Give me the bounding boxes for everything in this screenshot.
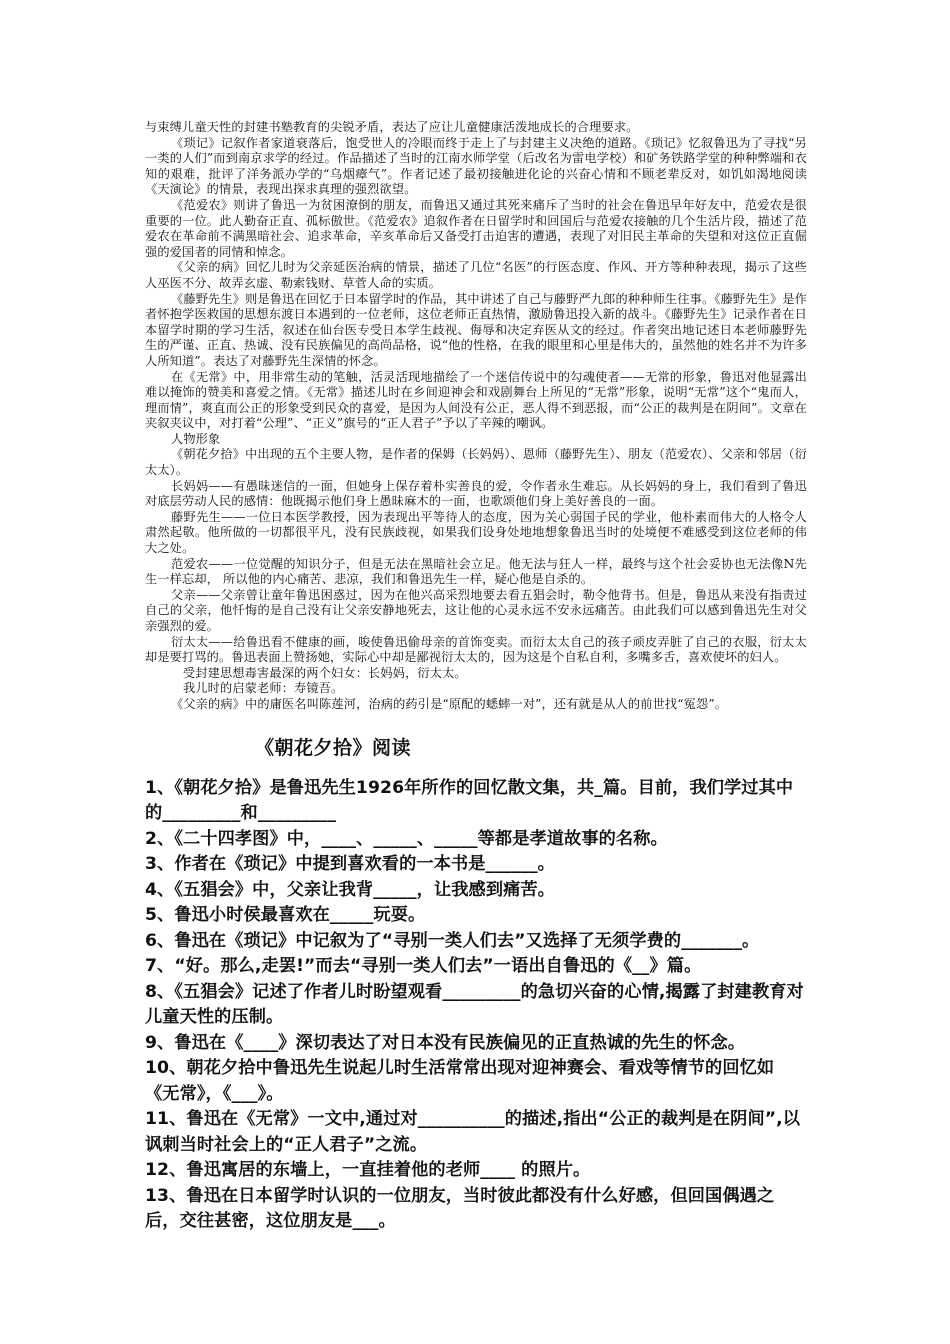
question-item: 3、作者在《琐记》中提到喜欢看的一本书是______。: [145, 854, 555, 875]
question-item: 5、鲁迅小时侯最喜欢在_____玩耍。: [145, 905, 426, 926]
note-two-women: 受封建思想毒害最深的两个妇女：长妈妈，衍太太。: [183, 665, 467, 680]
note-fan-ainong-character: 范爱农——一位觉醒的知识分子，但是无法在黑暗社会立足。他无法与狂人一样，最终与这个社会妥协也无法像N先生一样忘却， 所以他的内心痛苦、悲凉，我们和鲁迅先生一样，疑心他是自杀的。: [145, 556, 807, 587]
question-item: 1、《朝花夕拾》是鲁迅先生1926年所作的回忆散文集，共_篇。目前，我们学过其中的_________和_________: [145, 777, 794, 824]
note-teacher: 我儿时的启蒙老师：寿镜吾。: [183, 681, 344, 696]
document-page: [145, 120, 807, 1235]
question-item: 8、《五猖会》记述了作者儿时盼望观看_________的急切兴奋的心情,揭露了封建教育对儿童天性的压制。: [145, 981, 804, 1028]
note-father-character: 父亲——父亲曾让童年鲁迅困惑过，因为在他兴高采烈地要去看五猖会时，勒令他背书。但是，鲁迅从来没有指责过自己的父亲，他忏悔的是自己没有让父亲安静地死去，这让他的心灵永远不安永远痛苦。由此我们可以感到鲁迅先生对父亲强烈的爱。: [145, 587, 807, 633]
question-item: 10、朝花夕拾中鲁迅先生说起儿时生活常常出现对迎神赛会、看戏等情节的回忆如《无常》，《___》。: [145, 1058, 775, 1104]
question-list: [145, 776, 807, 1235]
question-item: 4、《五猖会》中，父亲让我背_____，让我感到痛苦。: [145, 879, 555, 900]
question-item: 11、鲁迅在《无常》一文中,通过对__________的描述,指出“公正的裁判是在阴间”,以讽刺当时社会上的“正人君子”之流。: [145, 1109, 801, 1155]
note-fujino: 《藤野先生》则是鲁迅在回忆于日本留学时的作品，其中讲述了自己与藤野严九郎的种种师生往事。《藤野先生》是作者怀抱学医救国的思想东渡日本遇到的一位老师，这位老师正直热情，激励鲁迅投入新的战斗。《藤野先生》记录作者在日本留学时期的学习生活，叙述在仙台医专受日本学生歧视、侮辱和决定弃医从文的经过。作者突出地记述日本老师藤野先生的严谨、正直、热诚、没有民族偏见的高尚品格，说“他的性格，在我的眼里和心里是伟大的，虽然他的姓名并不为许多人所知道”。表达了对藤野先生深情的怀念。: [145, 291, 807, 368]
study-notes: [145, 120, 807, 713]
question-item: 6、鲁迅在《琐记》中记叙为了“寻别一类人们去”又选择了无须学费的_______。: [145, 930, 760, 951]
section-heading-characters: 人物形象: [171, 431, 221, 446]
question-item: 2、《二十四孝图》中，____、_____、_____等都是孝道故事的名称。: [145, 828, 668, 849]
question-item: 7、“好。那么,走罢!”而去“寻别一类人们去”一语出自鲁迅的《__》篇。: [145, 956, 702, 977]
note-wuchang: 在《无常》中，用非常生动的笔触，活灵活现地描绘了一个迷信传说中的勾魂使者——无常的形象，鲁迅对他显露出难以掩饰的赞美和喜爱之情。《无常》描述儿时在乡间迎神会和戏剧舞台上所见的“无常”形象，说明“无常”这个“鬼而人，理而情”，爽直而公正的形象受到民众的喜爱，是因为人间没有公正，恶人得不到恶报，而“公正的裁判是在阴间”。文章在夹叙夹议中，对打着“公理”、“正义”旗号的“正人君子”予以了辛辣的嘲讽。: [145, 369, 807, 431]
note-father-illness: 《父亲的病》回忆儿时为父亲延医治病的情景，描述了几位“名医”的行医态度、作风、开方等种种表现，揭示了这些人巫医不分、故弄玄虚、勒索钱财、草菅人命的实质。: [145, 260, 807, 290]
note-fan-ainong: 《范爱农》则讲了鲁迅一为贫困潦倒的朋友，而鲁迅又通过其死来痛斥了当时的社会在鲁迅早年好友中，范爱农是很重要的一位。此人勤奋正直、孤标傲世。《范爱农》追叙作者在日留学时和回国后与范爱农接触的几个生活片段，描述了范爱农在革命前不满黑暗社会、追求革命，辛亥革命后又备受打击迫害的遭遇，表现了对旧民主革命的失望和对这位正直倔强的爱国者的同情和悼念。: [145, 197, 807, 259]
question-item: 12、鲁迅寓居的东墙上，一直挂着他的老师____ 的照片。: [145, 1160, 591, 1181]
note-five-characters: 《朝花夕拾》中出现的五个主要人物，是作者的保姆（长妈妈）、恩师（藤野先生）、朋友（范爱农）、父亲和邻居（衍太太）。: [145, 447, 807, 478]
note-fujino-character: 藤野先生——一位日本医学教授，因为表现出平等待人的态度，因为关心弱国子民的学业，他朴素而伟大的人格令人肃然起敬。他所做的一切都很平凡，没有民族歧视，如果我们设身处地地想象鲁迅当时的处境便不难感受到这位老师的伟大之处。: [145, 509, 807, 556]
note-chang-mama: 长妈妈——有愚昧迷信的一面，但她身上保存着朴实善良的爱，令作者永生难忘。从长妈妈的身上，我们看到了鲁迅对底层劳动人民的感情：他既揭示他们身上愚昧麻木的一面，也歌颂他们身上美好善良的一面。: [145, 478, 807, 509]
section-title: 《朝花夕拾》阅读: [255, 736, 412, 759]
question-item: 9、鲁迅在《____》深切表达了对日本没有民族偏见的正直热诚的先生的怀念。: [145, 1032, 746, 1053]
note-yan-taitai: 衍太太——给鲁迅看不健康的画，唆使鲁迅偷母亲的首饰变卖。而衍太太自己的孩子顽皮弄脏了自己的衣服，衍太太却是要打骂的。鲁迅表面上赞扬她，实际心中却是鄙视衍太太的，因为这是个自私自利，多嘴多舌，喜欢使坏的妇人。: [145, 634, 807, 665]
note-quack-doctor: 《父亲的病》中的庸医名叫陈莲河，治病的药引是“原配的蟋蟀一对”，还有就是从人的前世找“冤怨”。: [171, 696, 728, 711]
note-intro-end: 与束缚儿童天性的封建书塾教育的尖锐矛盾，表达了应让儿童健康活泼地成长的合理要求。: [145, 120, 639, 134]
note-suoji: 《琐记》记叙作者家道衰落后，饱受世人的冷眼而终于走上了与封建主义决绝的道路。《琐记》忆叙鲁迅为了寻找“另一类的人们”而到南京求学的经过。作品描述了当时的江南水师学堂（后改名为雷电学校）和矿务铁路学堂的种种弊端和衣知的艰难，批评了洋务派办学的“乌烟瘴气”。作者记述了最初接触进化论的兴奋心情和不顾老辈反对，如饥如渴地阅读《天演论》的情景，表现出探求真理的强烈欲望。: [145, 135, 807, 197]
question-item: 13、鲁迅在日本留学时认识的一位朋友，当时彼此都没有什么好感，但回国偶遇之后，交往甚密，这位朋友是___。: [145, 1185, 775, 1232]
